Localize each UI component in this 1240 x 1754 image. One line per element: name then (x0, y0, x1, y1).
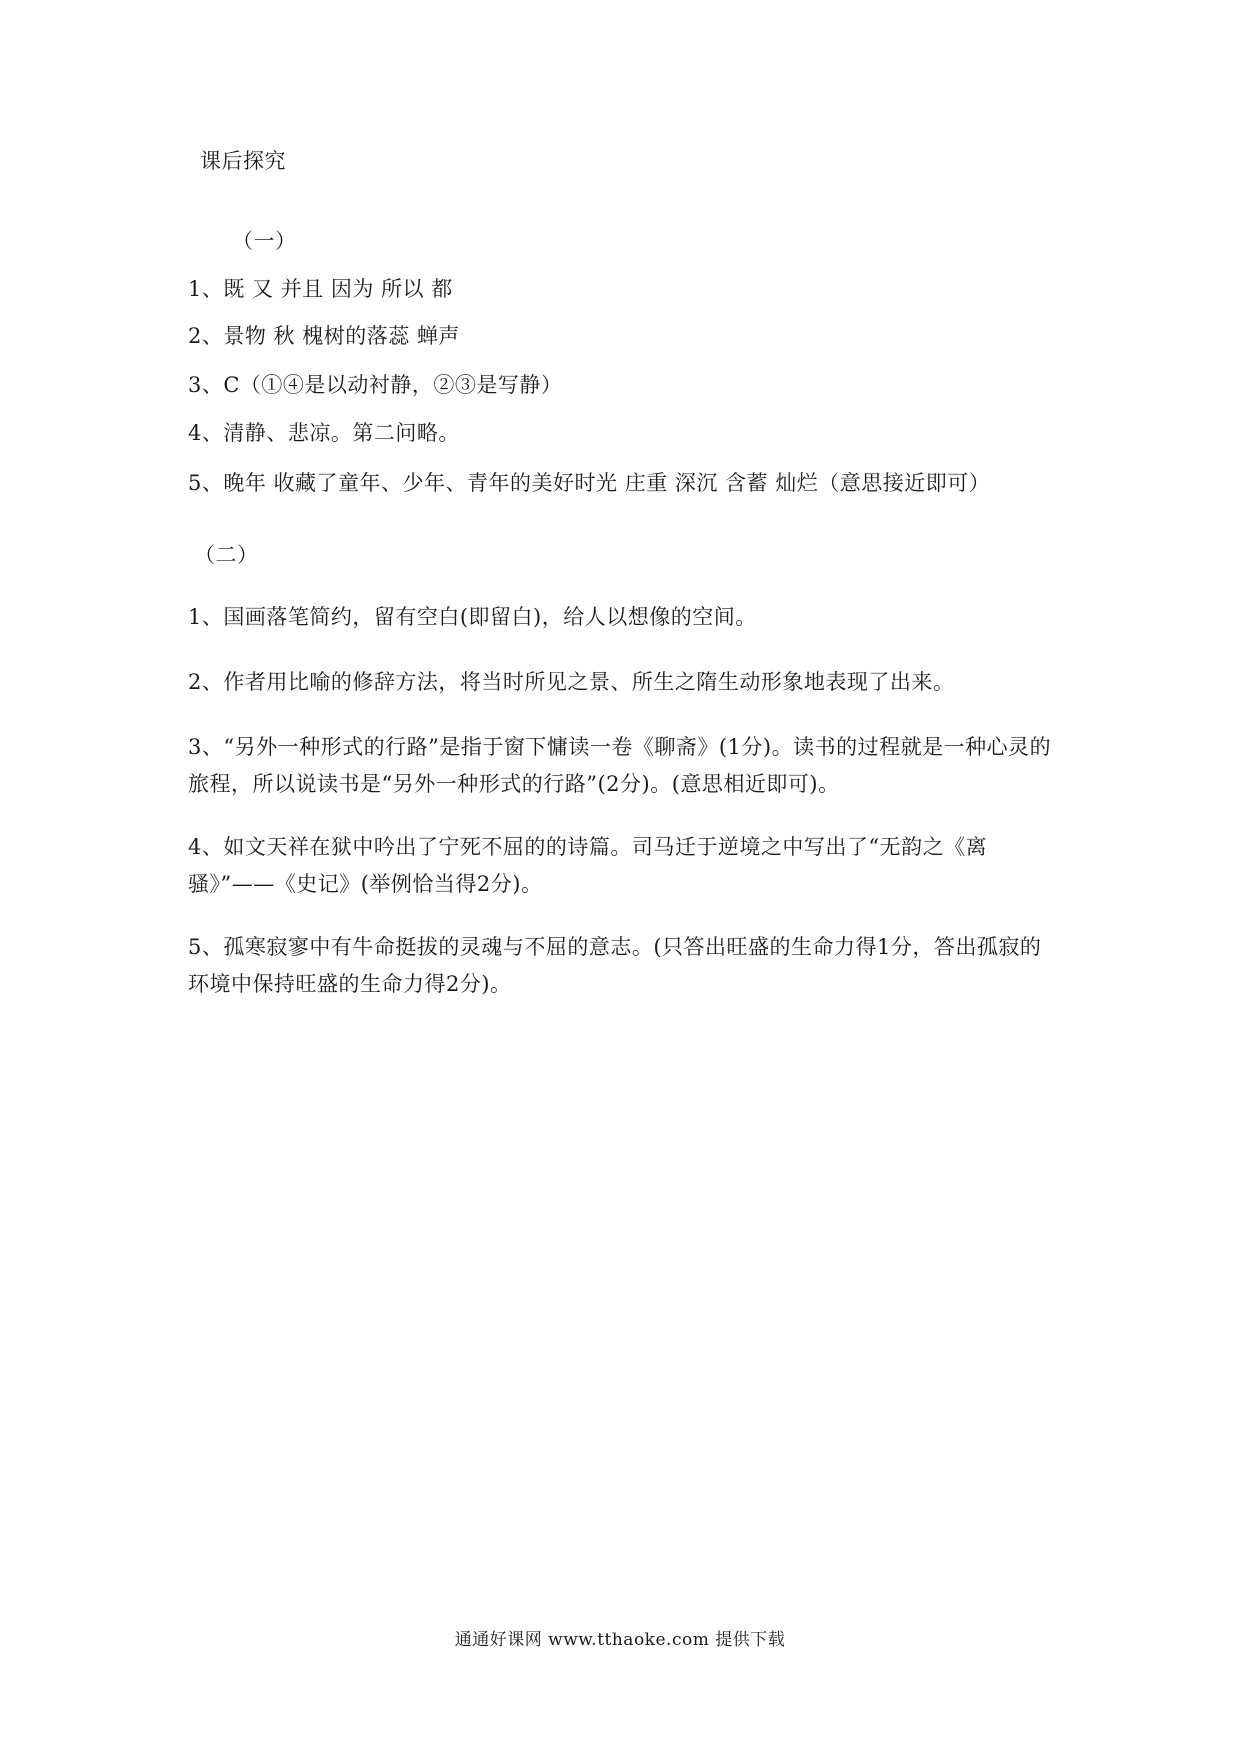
section-2-item-2: 2、作者用比喻的修辞方法，将当时所见之景、所生之隋生动形象地表现了出来。 (188, 670, 955, 694)
section-2-item-3: 3、“另外一种形式的行路”是指于窗下慵读一卷《聊斋》(1分)。读书的过程就是一种心灵的旅程，所以说读书是“另外一种形式的行路”(2分)。(意思相近即可)。 (188, 735, 1052, 796)
section-1-item-4: 4、清静、悲凉。第二问略。 (188, 421, 460, 445)
section-1-item-5: 5、晚年 收藏了童年、少年、青年的美好时光 庄重 深沉 含蓄 灿烂（意思接近即可） (188, 471, 991, 495)
section-1-item-3: 3、C（①④是以动衬静，②③是写静） (188, 373, 563, 397)
section-2-item-4: 4、如文天祥在狱中吟出了宁死不屈的的诗篇。司马迁于逆境之中写出了“无韵之《离骚》”——《史记》(举例恰当得2分)。 (188, 835, 988, 896)
section-2-item-5: 5、孤寒寂寥中有牛命挺拔的灵魂与不屈的意志。(只答出旺盛的生命力得1分，答出孤寂的环境中保持旺盛的生命力得2分)。 (188, 935, 1042, 996)
page-footer: 通通好课网 www.tthaoke.com 提供下载 (454, 1630, 786, 1650)
section-2-heading: （二） (194, 543, 259, 567)
section-2-item-1: 1、国画落笔简约，留有空白(即留白)，给人以想像的空间。 (188, 605, 757, 629)
section-1-heading: （一） (232, 229, 297, 253)
page-title: 课后探究 (200, 149, 286, 173)
section-1-item-2: 2、景物 秋 槐树的落蕊 蝉声 (188, 324, 460, 348)
section-1-item-1: 1、既 又 并且 因为 所以 都 (188, 277, 453, 301)
